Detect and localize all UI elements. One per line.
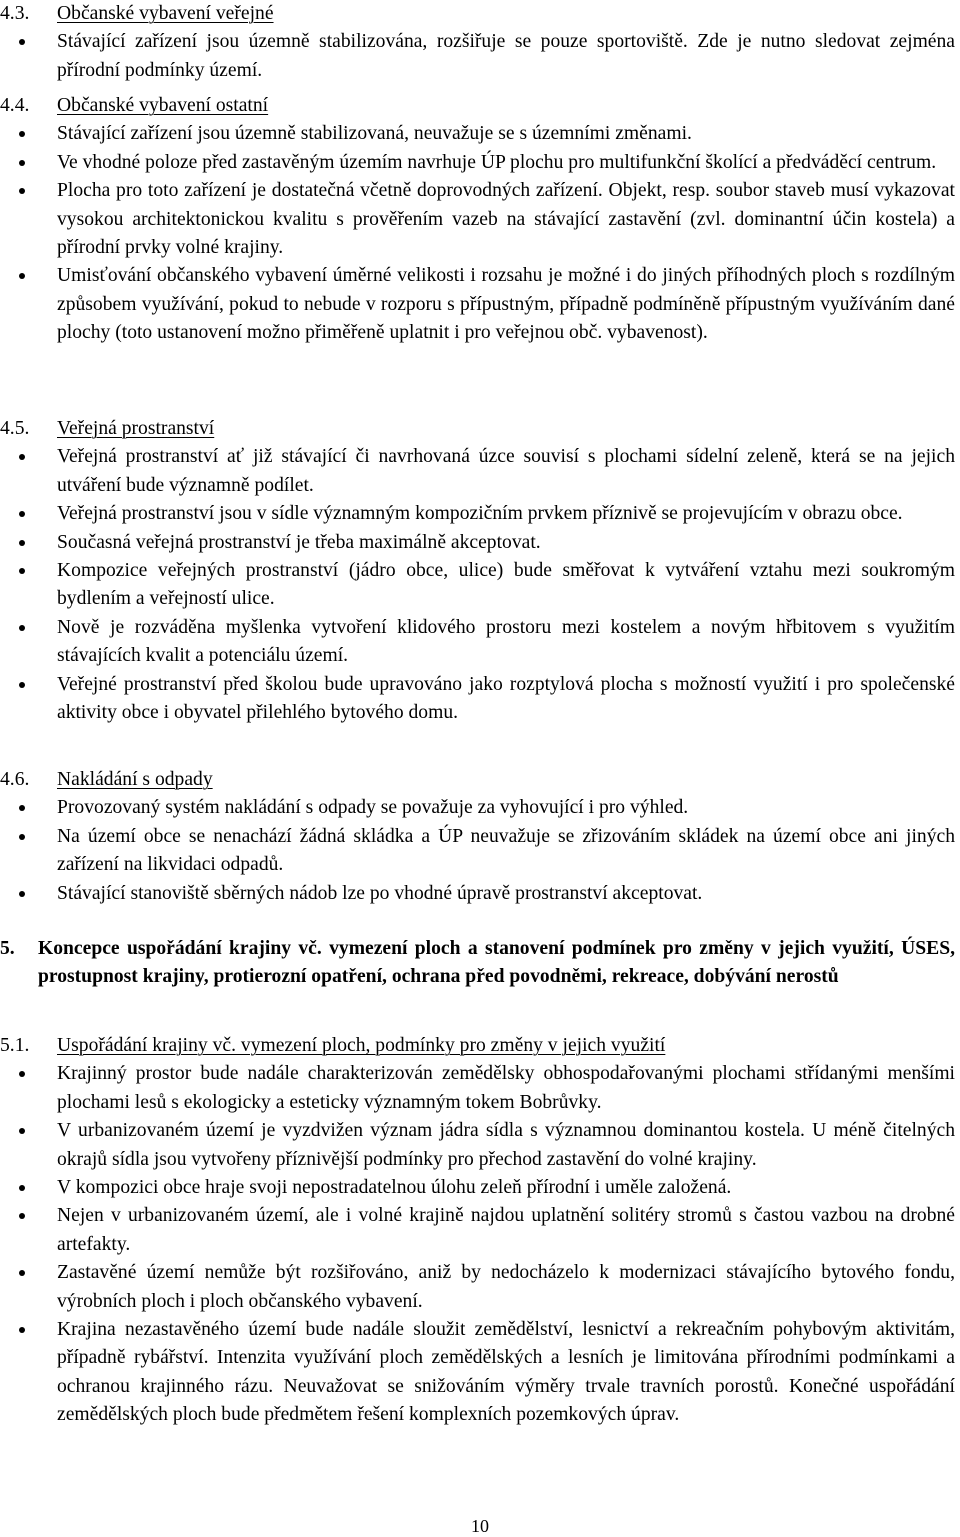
list-item — [0, 614, 960, 671]
list-item — [0, 880, 960, 908]
list-item — [0, 529, 960, 557]
list-item-text: Stávající zařízení jsou územně stabilizována, rozšiřuje se pouze sportoviště. Zde je nutno sledovat zejména přírodní podmínky území. — [57, 31, 955, 81]
list-item-text: Stávající zařízení jsou územně stabilizovaná, neuvažuje se s územními změnami. — [57, 123, 692, 145]
list-item — [0, 28, 960, 85]
bullet-icon — [19, 131, 25, 137]
bullet-icon — [19, 682, 25, 688]
section-heading — [0, 1032, 960, 1060]
list-item — [0, 823, 960, 880]
list-item — [0, 1174, 960, 1202]
bullet-icon — [19, 273, 25, 279]
list-item-text: Současná veřejná prostranství je třeba maximálně akceptovat. — [57, 531, 541, 553]
bullet-icon — [19, 160, 25, 166]
list-item — [0, 500, 960, 528]
section-title: Občanské vybavení ostatní — [57, 95, 269, 116]
chapter-heading — [0, 935, 955, 992]
list-item-text: Nově je rozváděna myšlenka vytvoření klidového prostoru mezi kostelem a novým hřbitovem s využitím stávajících kvalit a potenciálu území. — [57, 616, 955, 667]
list-item-text: V urbanizovaném území je vyzdvižen význam jádra sídla s významnou dominantou kostela. U méně čitelných okrajů sídla jsou vytvořeny příznivější podmínky pro přechod zastavění do volné krajiny. — [57, 1120, 955, 1170]
list-item-text: Umisťování občanského vybavení úměrné velikosti i rozsahu je možné i do jiných příhodných ploch s rozdílným způsobem využívání, pokud to nebude v rozporu s přípustným, případně podmíněně přípustným využíváním dané plochy (toto ustanovení možno přiměřeně uplatnit i pro veřejnou obč. vybavenost). — [57, 265, 955, 344]
list-item-text: Krajinný prostor bude nadále charakterizován zemědělsky obhospodařovanými plochami střídanými menšími plochami lesů s ekologicky a esteticky významným tokem Bobrůvky. — [57, 1063, 955, 1113]
bullet-list — [0, 794, 960, 908]
section-heading — [0, 415, 960, 443]
list-item — [0, 1316, 960, 1430]
section-number: 4.3. — [0, 3, 30, 24]
section-number: 5.1. — [0, 1035, 30, 1056]
list-item — [0, 557, 960, 614]
list-item-text: Zastavěné území nemůže být rozšiřováno, aniž by nedocházelo k modernizaci stávajícího bytového fondu, výrobních ploch i ploch občanského vybavení. — [57, 1262, 955, 1312]
list-item-text: Veřejné prostranství před školou bude upravováno jako rozptylová plocha s možností využití i pro společenské aktivity obce i obyvatel přilehlého bytového domu. — [57, 673, 955, 724]
bullet-icon — [19, 625, 25, 631]
section-title: Veřejná prostranství — [57, 418, 215, 439]
list-item — [0, 794, 960, 822]
page-number: 10 — [471, 1516, 489, 1536]
bullet-icon — [19, 1185, 25, 1191]
list-item-text: Na území obce se nenachází žádná skládka a ÚP neuvažuje se zřizováním skládek na území obce ani jiných zařízení na likvidaci odpadů. — [57, 825, 955, 876]
bullet-list — [0, 120, 960, 347]
bullet-icon — [19, 891, 25, 897]
list-item-text: Nejen v urbanizovaném území, ale i volné krajině najdou uplatnění solitéry stromů s častou vazbou na drobné artefakty. — [57, 1205, 955, 1255]
bullet-icon — [19, 540, 25, 546]
section-title: Občanské vybavení veřejné — [57, 3, 274, 24]
bullet-icon — [19, 1071, 25, 1077]
bullet-icon — [19, 834, 25, 840]
list-item — [0, 120, 960, 148]
list-item — [0, 443, 960, 500]
list-item-text: Provozovaný systém nakládání s odpady se považuje za vyhovující i pro výhled. — [57, 797, 689, 819]
list-item — [0, 177, 960, 262]
bullet-icon — [19, 39, 25, 45]
list-item-text: Kompozice veřejných prostranství (jádro obce, ulice) bude směřovat k vytváření vztahu mezi soukromým bydlením a veřejností ulice. — [57, 560, 955, 610]
section-5-1 — [0, 1032, 960, 1430]
list-item-text: Veřejná prostranství ať již stávající či navrhovaná úzce souvisí s plochami sídelní zeleně, která se na jejich utváření bude významně podílet. — [57, 446, 955, 496]
list-item-text: Veřejná prostranství jsou v sídle významným kompozičním prvkem příznivě se projevujícím v obrazu obce. — [57, 503, 903, 525]
section-heading — [0, 92, 960, 120]
bullet-list — [0, 443, 960, 727]
list-item — [0, 149, 960, 177]
section-4-6 — [0, 766, 960, 908]
list-item-text: Plocha pro toto zařízení je dostatečná včetně doprovodných zařízení. Objekt, resp. soubor staveb musí vykazovat vysokou architektonickou kvalitu s prověřením vazeb na stávající zastavění (zvl. dominantní účin kostela) a přírodní prvky volné krajiny. — [57, 180, 955, 259]
section-number: 4.6. — [0, 769, 30, 790]
list-item — [0, 1060, 960, 1117]
section-4-4 — [0, 92, 960, 348]
bullet-list — [0, 1060, 960, 1429]
bullet-list — [0, 28, 960, 85]
chapter-title: Koncepce uspořádání krajiny vč. vymezení ploch a stanovení podmínek pro změny v jejich využití, ÚSES, prostupnost krajiny, protierozní opatření, ochrana před povodněmi, rekreace, dobývání nerostů — [38, 938, 955, 988]
list-item — [0, 1117, 960, 1174]
section-heading — [0, 766, 960, 794]
list-item-text: Stávající stanoviště sběrných nádob lze po vhodné úpravě prostranství akceptovat. — [57, 882, 703, 904]
list-item — [0, 1259, 960, 1316]
section-4-3 — [0, 0, 960, 85]
bullet-icon — [19, 1327, 25, 1333]
list-item-text: Krajina nezastavěného území bude nadále sloužit zemědělství, lesnictví a rekreačním pohybovým aktivitám, případně rybářství. Intenzita využívání ploch zemědělských a lesních je limitována přírodními podmínkami a ochranou krajinného rázu. Neuvažovat se snižováním výměry trvale travních porostů. Konečné uspořádání zemědělských ploch bude předmětem řešení komplexních pozemkových úprav. — [57, 1319, 955, 1426]
section-4-5 — [0, 415, 960, 727]
bullet-icon — [19, 805, 25, 811]
bullet-icon — [19, 1213, 25, 1219]
section-title: Nakládání s odpady — [57, 769, 213, 790]
list-item — [0, 671, 960, 728]
section-number: 4.4. — [0, 95, 30, 116]
chapter-number: 5. — [0, 938, 15, 959]
bullet-icon — [19, 454, 25, 460]
bullet-icon — [19, 511, 25, 517]
bullet-icon — [19, 1270, 25, 1276]
list-item-text: Ve vhodné poloze před zastavěným územím navrhuje ÚP plochu pro multifunkční školící a předváděcí centrum. — [57, 151, 937, 173]
bullet-icon — [19, 1128, 25, 1134]
bullet-icon — [19, 188, 25, 194]
section-title: Uspořádání krajiny vč. vymezení ploch, podmínky pro změny v jejich využití — [57, 1035, 666, 1056]
list-item-text: V kompozici obce hraje svoji nepostradatelnou úlohu zeleň přírodní i uměle založená. — [57, 1177, 732, 1199]
section-heading — [0, 0, 960, 28]
list-item — [0, 262, 960, 347]
bullet-icon — [19, 568, 25, 574]
list-item — [0, 1202, 960, 1259]
section-number: 4.5. — [0, 418, 30, 439]
